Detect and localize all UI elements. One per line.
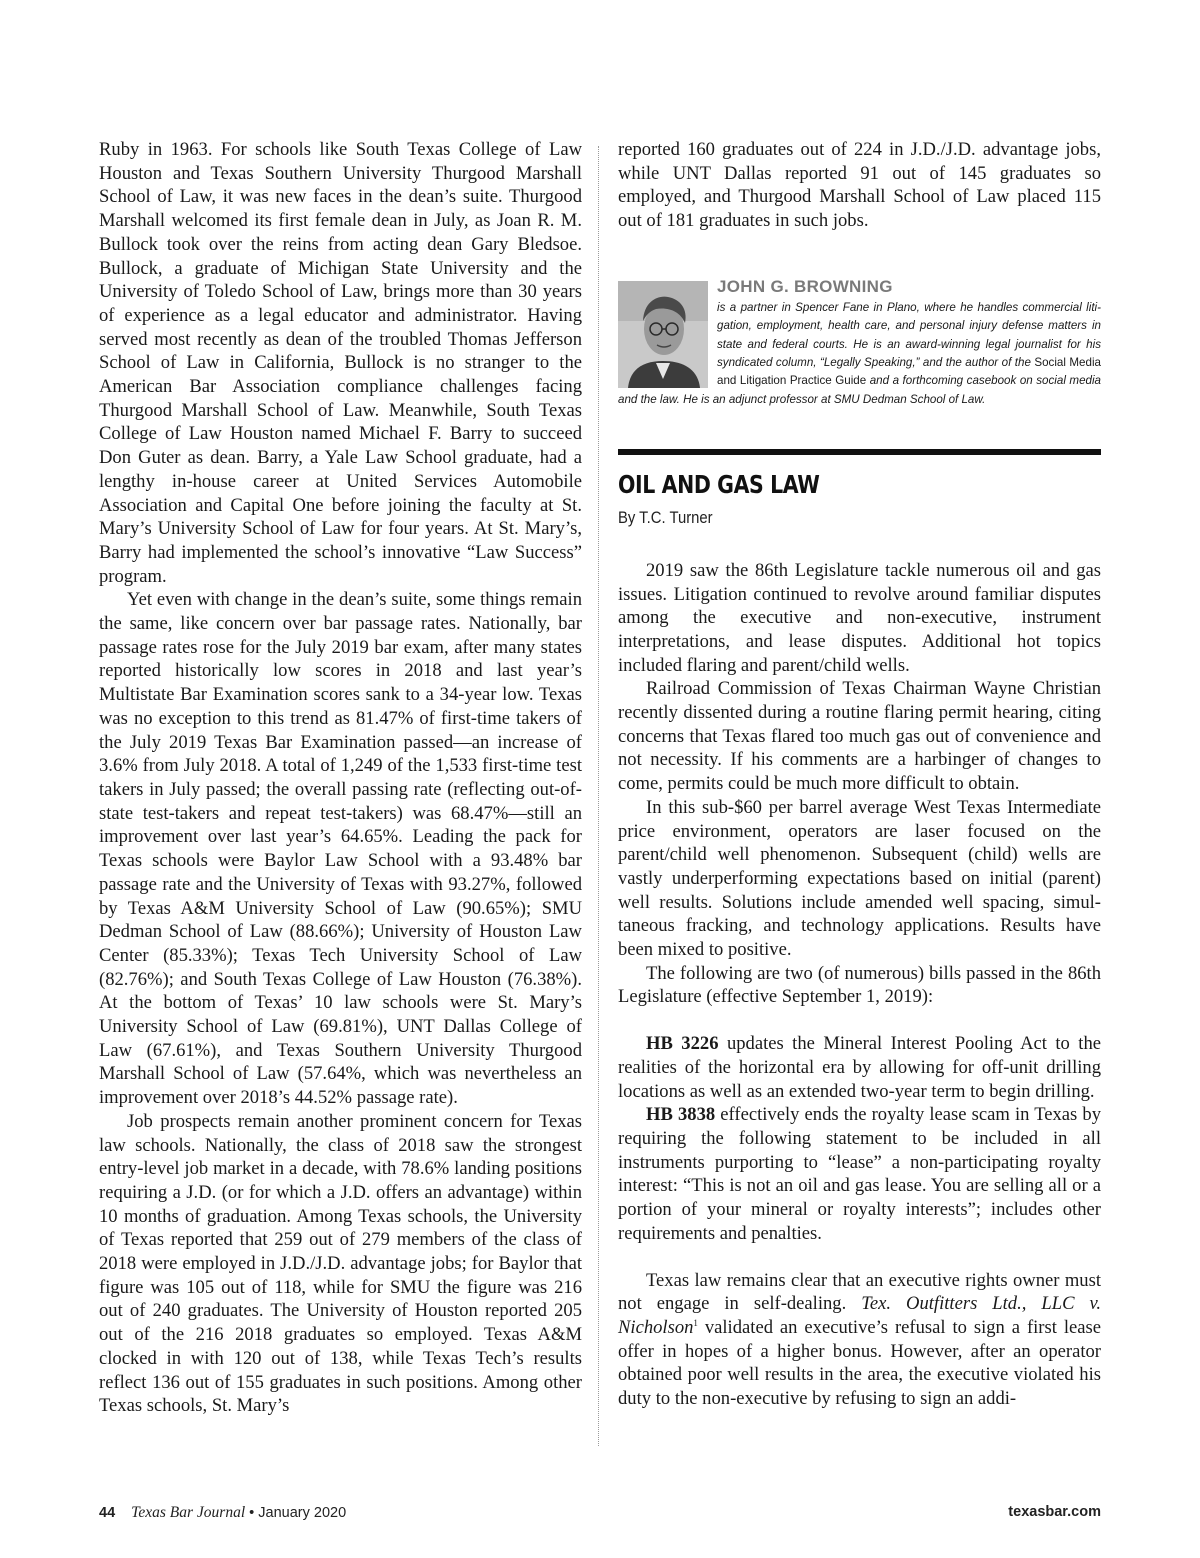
bill-text: effectively ends the royalty lease scam in Texas by requiring the following statement to be included in all instruments purporting to “lease” a non-participating royalty interest: “This is not an oil and gas lease. You are selling all or a portion of your mineral or royalty interests”; includes other requirements and penalties. [618,1104,1101,1244]
page-number: 44 [99,1505,116,1521]
paragraph [618,1269,1101,1411]
section-rule [618,449,1101,455]
paragraph: Job prospects remain another prominent concern for Texas law schools. Nationally, the class of 2018 saw the strongest entry-level job market in a decade, with 78.6% landing positions requiring a J.D. (or for which a J.D. offers an advantage) within 10 months of graduation. Among Texas schools, the University of Texas reported that 259 out of 279 members of the class of 2018 were employed in J.D./J.D. advantage jobs; for Baylor that figure was 105 out of 118, while for SMU the figure was 216 out of 240 graduates. The University of Houston reported 205 out of the 216 2018 graduates so employed. Texas A&M clocked in with 120 out of 138, while Texas Tech’s results reflect 136 out of 155 graduates in such positions. Among other Texas schools, St. Mary’s [99,1110,582,1417]
section-title: OIL AND GAS LAW [618,469,820,499]
closing-text: validated an executive’s refusal to sign a first lease offer in hopes of a higher bonus. However, after an operator obtained poor well results in the area, the executive violated his duty to the non-executive by refusing to sign an addi- [618,1316,1101,1410]
website-link[interactable]: texasbar.com [1008,1504,1101,1520]
author-bio-text: and a forthcoming casebook on social media and the law. He is an adjunct professor at SMU Dedman School of Law. [618,374,1102,406]
bill-label: HB 3838 [646,1104,716,1126]
paragraph: The following are two (of numerous) bills passed in the 86th Legislature (effective September 1, 2019): [618,962,1101,1008]
paragraph: reported 160 graduates out of 224 in J.D./J.D. advantage jobs, while UNT Dallas reported 91 out of 145 graduates so employed, and Thurgood Marshall School of Law placed 115 out of 181 graduates in such jobs. [618,139,1101,232]
author-box [618,271,1101,416]
left-column [99,138,582,1418]
bill-label: HB 3226 [646,1033,719,1055]
author-name: JOHN G. BROWNING [717,276,893,296]
paragraph: Yet even with change in the dean’s suite, some things remain the same, like concern over bar passage rates. Nationally, bar passage rates rose for the July 2019 bar exam, after many states reported historically low scores in 2018 and last year’s Multistate Bar Examination scores sank to a 34-year low. Texas was no exception to this trend as 81.47% of first-time takers of the July 2019 Texas Bar Examination passed—an increase of 3.6% from July 2018. A total of 1,249 of the 1,533 first-time test takers in July passed; the overall passing rate (reflecting out-of-state test-takers and repeat test-takers) was 68.47%—still an improvement over last year’s 64.65%. Leading the pack for Texas schools were Baylor Law School with a 93.48% bar passage rate and the University of Texas with 93.27%, followed by Texas A&M University School of Law (90.65%); SMU Dedman School of Law (88.66%); University of Houston Law Center (85.33%); Texas Tech University School of Law (82.76%); and South Texas College of Law Houston (76.38%). At the bottom of Texas’ 10 law schools were St. Mary’s University School of Law (69.81%), UNT Dallas College of Law (67.61%), and Texas Southern University Thurgood Marshall School of Law (57.64%, which was nevertheless an improvement over 2018’s 44.52% passage rate). [99,589,582,1109]
footer-separator: • [249,1505,255,1521]
closing-text: Texas law remains clear that an executive rights owner must not engage in self-dealing. [618,1269,1101,1315]
byline: By T.C. Turner [618,508,713,527]
page-footer [99,1504,1101,1524]
right-column [618,138,1101,1411]
paragraph: Railroad Commission of Texas Chairman Wayne Christian recently dissented during a routine flaring permit hearing, citing concerns that Texas flared too much gas out of convenience and not necessity. If his comments are a harbinger of changes to come, permits could be much more difficult to obtain. [618,678,1101,795]
paragraph: In this sub-$60 per barrel average West Texas Intermediate price environment, operators are laser focused on the parent/child well phenomenon. Subsequent (child) wells are vastly underperforming expectations based on initial (parent) well results. Solutions include amended well spacing, simultaneous fracking, and technology applications. Results have been mixed to positive. [618,796,1101,961]
author-bio [618,299,1101,409]
bill-text: updates the Mineral Interest Pooling Act to the realities of the horizontal era by allowing for off-unit drilling locations as well as an extended two-year term to begin drilling. [618,1033,1101,1102]
paragraph: 2019 saw the 86th Legislature tackle numerous oil and gas issues. Litigation continued to revolve around familiar disputes among the executive and non-executive, instrument interpretations, and lease disputes. Additional hot topics included flaring and parent/child wells. [618,559,1101,676]
case-name: Tex. Outfitters Ltd., LLC v. Nicholson [618,1293,1101,1338]
bill-item [618,1032,1101,1103]
issue-date: January 2020 [258,1505,347,1521]
author-book-title: Social Media and Litigation Practice Guide [717,356,1101,388]
journal-name: Texas Bar Journal [131,1504,246,1521]
footnote-marker: 1 [693,1317,698,1328]
photo-wrap-spacer [618,299,717,391]
author-bio-text: is a partner in Spencer Fane in Plano, where he handles commercial litigation, employment, health care, and personal injury defense matters in state and federal courts. He is an award-winning legal journalist for his syndicated column, “Legally Speaking,” and the author of the [717,300,1101,370]
column-divider [598,146,599,1446]
paragraph: Ruby in 1963. For schools like South Texas College of Law Houston and Texas Southern University Thurgood Marshall School of Law, it was new faces in the dean’s suite. Thurgood Marshall welcomed its first female dean in July, as Joan R. M. Bullock took over the reins from acting dean Gary Bledsoe. Bullock, a graduate of Michigan State University and the University of Toledo School of Law, brings more than 30 years of experience as a legal educator and administrator. Having served most recently as dean of the troubled Thomas Jefferson School of Law in California, Bullock is no stranger to the American Bar Association compliance challenges facing Thurgood Marshall School of Law. Meanwhile, South Texas College of Law Houston named Michael F. Barry to succeed Don Guter as dean. Barry, a Yale Law School graduate, had a lengthy in-house career at United Services Automobile Association and Capital One before joining the faculty at St. Mary’s University School of Law for four years. At St. Mary’s, Barry had implemented the school’s innovative “Law Success” program. [99,139,582,587]
bill-item [618,1103,1101,1245]
